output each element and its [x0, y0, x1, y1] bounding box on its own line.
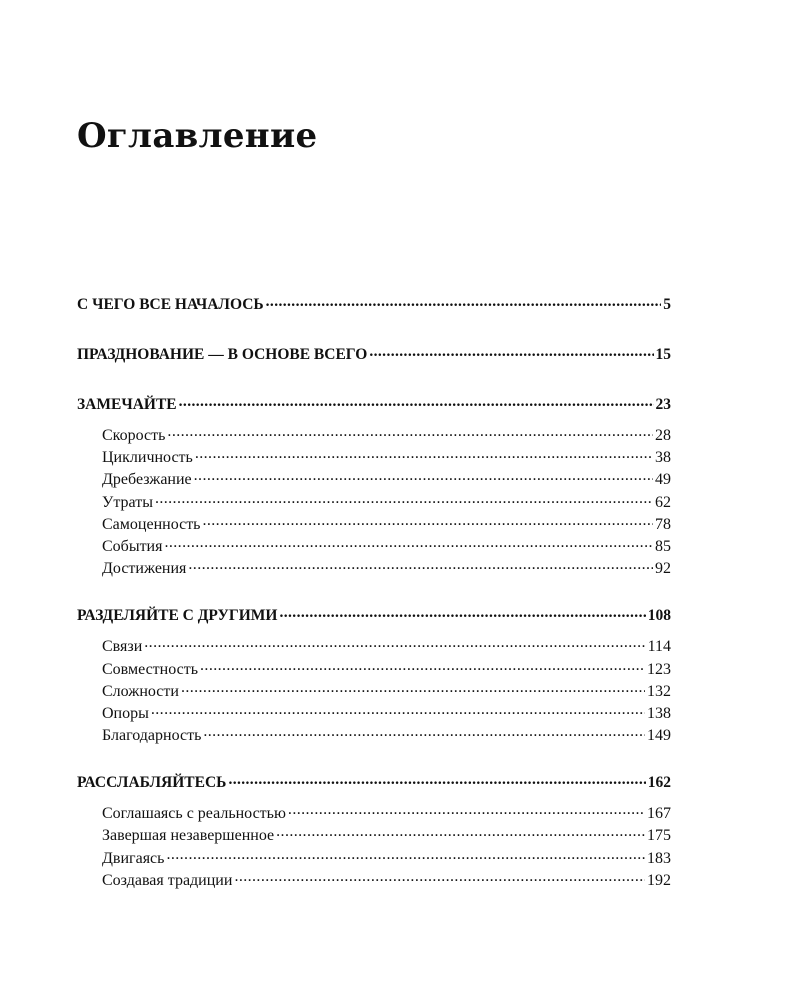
- toc-subentry[interactable]: [102, 847, 671, 869]
- toc-section: [77, 292, 671, 318]
- page-title: Оглавление: [77, 116, 318, 156]
- toc-subentries: [77, 635, 671, 746]
- toc-subentry-title: Скорость: [102, 427, 166, 444]
- dot-leader: [164, 535, 653, 551]
- toc-subentries: [77, 424, 671, 579]
- toc-section: [77, 342, 671, 368]
- toc-section: [77, 770, 671, 891]
- toc-subentry[interactable]: [102, 535, 671, 557]
- dot-leader: [203, 724, 645, 740]
- dot-leader: [200, 658, 645, 674]
- toc-entry[interactable]: [77, 603, 671, 629]
- dot-leader: [228, 772, 645, 788]
- toc-subentry[interactable]: [102, 824, 671, 846]
- toc-entry-title: РАЗДЕЛЯЙТЕ С ДРУГИМИ: [77, 607, 278, 625]
- toc-subentry-title: Дребезжание: [102, 471, 192, 489]
- toc-entry-page: 15: [655, 346, 671, 363]
- toc-entry-page: 23: [655, 396, 671, 413]
- toc-subentry-title: Двигаясь: [102, 849, 165, 867]
- dot-leader: [167, 424, 653, 440]
- dot-leader: [234, 869, 645, 885]
- toc-subentry-title: Благодарность: [102, 727, 202, 745]
- dot-leader: [369, 344, 653, 360]
- toc-subentry[interactable]: [102, 635, 671, 657]
- toc-subentry-title: Завершая незавершенное: [102, 827, 275, 845]
- dot-leader: [266, 294, 662, 310]
- dot-leader: [276, 824, 645, 840]
- toc-subentry[interactable]: [102, 702, 671, 724]
- toc-subentry-page: 28: [655, 427, 671, 444]
- toc-subentry-title: Совместность: [102, 660, 199, 678]
- toc-subentry[interactable]: [102, 802, 671, 824]
- toc-entry-page: 162: [647, 774, 671, 792]
- toc-subentry-page: 183: [647, 849, 671, 867]
- toc-entry-title: ПРАЗДНОВАНИЕ — В ОСНОВЕ ВСЕГО: [77, 346, 368, 363]
- toc-entry-title: С ЧЕГО ВСЕ НАЧАЛОСЬ: [77, 296, 264, 313]
- toc-subentries: [77, 802, 671, 891]
- toc-subentry[interactable]: [102, 869, 671, 891]
- toc-subentry-page: 78: [655, 515, 671, 533]
- toc-subentry[interactable]: [102, 658, 671, 680]
- toc-subentry-title: Соглашаясь с реальностью: [102, 805, 286, 823]
- toc-subentry-title: Связи: [102, 638, 143, 656]
- dot-leader: [151, 702, 645, 718]
- toc-subentry[interactable]: [102, 680, 671, 702]
- toc-subentry-title: Утраты: [102, 493, 153, 511]
- dot-leader: [188, 557, 653, 573]
- toc-subentry[interactable]: [102, 446, 671, 468]
- toc-section: [77, 603, 671, 746]
- toc-entry-page: 5: [663, 296, 671, 313]
- toc-entry[interactable]: [77, 292, 671, 318]
- dot-leader: [181, 680, 645, 696]
- toc-section: [77, 392, 671, 579]
- toc-entry-page: 108: [647, 607, 671, 625]
- dot-leader: [288, 802, 645, 818]
- toc-subentry-page: 149: [647, 727, 671, 745]
- dot-leader: [179, 394, 654, 410]
- toc-subentry-page: 62: [655, 493, 671, 511]
- toc-entry-title: РАССЛАБЛЯЙТЕСЬ: [77, 774, 227, 792]
- toc-subentry-page: 167: [647, 805, 671, 823]
- dot-leader: [194, 468, 653, 484]
- toc-subentry-page: 132: [647, 682, 671, 700]
- dot-leader: [155, 491, 653, 507]
- dot-leader: [279, 605, 645, 621]
- dot-leader: [166, 847, 645, 863]
- toc-subentry-page: 192: [647, 871, 671, 889]
- toc-subentry-title: Цикличность: [102, 449, 193, 467]
- toc-subentry-title: Создавая традиции: [102, 871, 233, 889]
- toc-subentry-page: 49: [655, 471, 671, 489]
- toc-subentry-title: Достижения: [102, 560, 187, 578]
- toc-subentry-page: 123: [647, 660, 671, 678]
- toc-subentry-page: 138: [647, 704, 671, 722]
- toc-subentry-title: Самоценность: [102, 515, 201, 533]
- toc-entry[interactable]: [77, 342, 671, 368]
- toc-subentry[interactable]: [102, 557, 671, 579]
- toc-subentry[interactable]: [102, 513, 671, 535]
- dot-leader: [202, 513, 653, 529]
- toc-subentry-page: 38: [655, 449, 671, 467]
- toc-subentry[interactable]: [102, 491, 671, 513]
- toc-entry[interactable]: [77, 770, 671, 796]
- toc-subentry[interactable]: [102, 424, 671, 446]
- toc-subentry-page: 85: [655, 537, 671, 555]
- dot-leader: [144, 635, 645, 651]
- toc-subentry[interactable]: [102, 724, 671, 746]
- toc-subentry-page: 114: [647, 638, 671, 656]
- toc-subentry-title: Опоры: [102, 704, 149, 722]
- toc-subentry-title: События: [102, 537, 163, 555]
- toc-subentry-title: Сложности: [102, 682, 179, 700]
- toc-entry-title: ЗАМЕЧАЙТЕ: [77, 396, 177, 413]
- toc-subentry[interactable]: [102, 468, 671, 490]
- toc-entry[interactable]: [77, 392, 671, 418]
- toc-subentry-page: 175: [647, 827, 671, 845]
- dot-leader: [195, 446, 653, 462]
- table-of-contents: [77, 292, 671, 915]
- toc-subentry-page: 92: [655, 560, 671, 578]
